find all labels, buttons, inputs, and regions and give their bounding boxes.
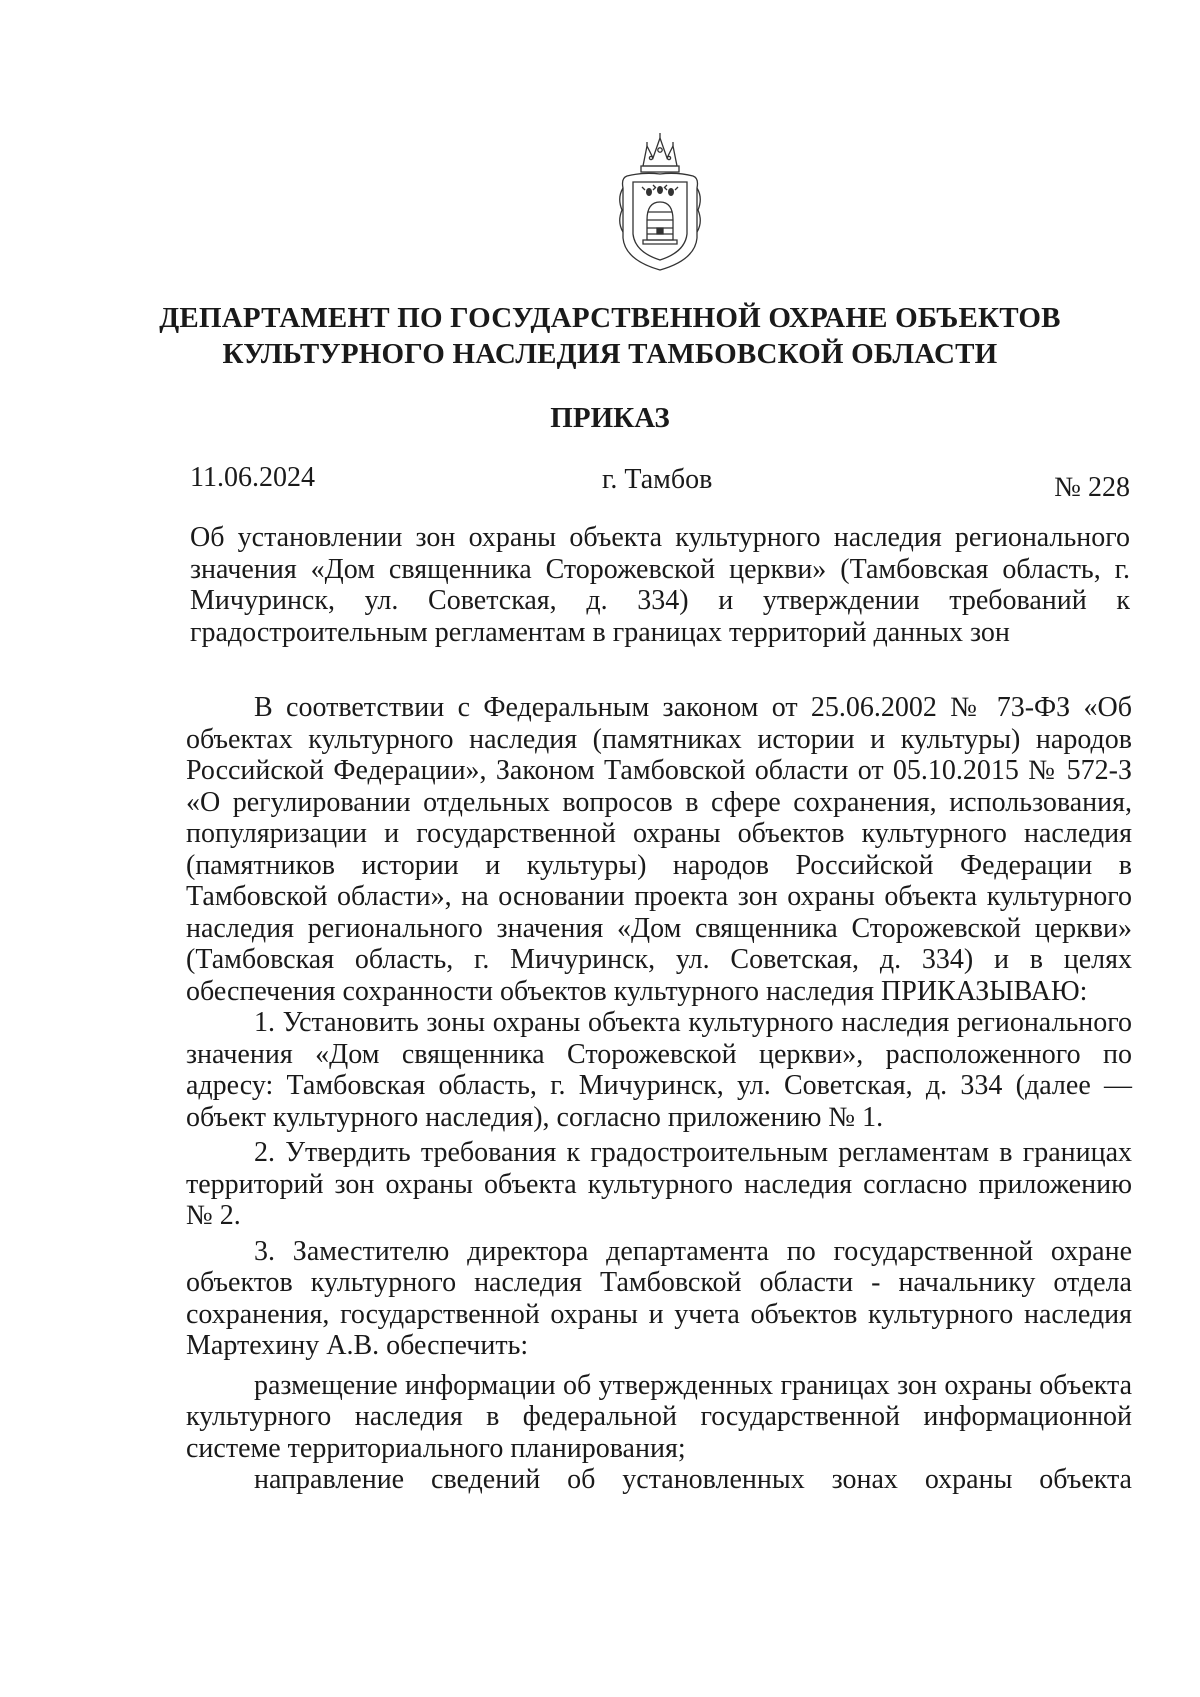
order-item-2: 2. Утвердить требования к градостроительным регламентам в границах территорий зон охраны объекта культурного наследия согласно приложению № 2. bbox=[186, 1137, 1132, 1231]
department-name bbox=[150, 300, 1070, 372]
order-subitem-1: размещение информации об утвержденных границах зон охраны объекта культурного наследия в федеральной государственной информационной системе территориального планирования; bbox=[186, 1369, 1132, 1464]
coat-of-arms-icon bbox=[617, 128, 703, 274]
order-subject: Об установлении зон охраны объекта культурного наследия регионального значения «Дом священника Сторожевской церкви» (Тамбовская область, г. Мичуринск, ул. Советская, д. 334) и утверждении требований к градостроительным регламентам в границах территорий данных зон bbox=[190, 522, 1130, 648]
department-name-line2: КУЛЬТУРНОГО НАСЛЕДИЯ ТАМБОВСКОЙ ОБЛАСТИ bbox=[222, 338, 998, 370]
order-number: № 228 bbox=[1054, 472, 1130, 503]
document-type-title: ПРИКАЗ bbox=[550, 402, 670, 434]
preamble-paragraph: В соответствии с Федеральным законом от 25.06.2002 № 73-ФЗ «Об объектах культурного наследия (памятниках истории и культуры) народов Российской Федерации», Законом Тамбовской области от 05.10.2015 № 572-З «О регулировании отдельных вопросов в сфере сохранения, использования, популяризации и государственной охраны объектов культурного наследия (памятников истории и культуры) народов Российской Федерации в Тамбовской области», на основании проекта зон охраны объекта культурного наследия регионального значения «Дом священника Сторожевской церкви» (Тамбовская область, г. Мичуринск, ул. Советская, д. 334) и в целях обеспечения сохранности объектов культурного наследия ПРИКАЗЫВАЮ: bbox=[186, 692, 1132, 1007]
order-body bbox=[186, 692, 1132, 1496]
department-name-line1: ДЕПАРТАМЕНТ ПО ГОСУДАРСТВЕННОЙ ОХРАНЕ ОБЪЕКТОВ bbox=[159, 302, 1061, 334]
order-meta-row bbox=[190, 462, 1130, 502]
order-date: 11.06.2024 bbox=[190, 462, 315, 493]
order-city: г. Тамбов bbox=[602, 464, 713, 495]
order-item-1: 1. Установить зоны охраны объекта культурного наследия регионального значения «Дом священника Сторожевской церкви», расположенного по адресу: Тамбовская область, г. Мичуринск, ул. Советская, д. 334 (далее — объект культурного наследия), согласно приложению № 1. bbox=[186, 1007, 1132, 1133]
order-item-3: 3. Заместителю директора департамента по государственной охране объектов культурного наследия Тамбовской области - начальнику отдела сохранения, государственной охраны и учета объектов культурного наследия Мартехину А.В. обеспечить: bbox=[186, 1235, 1132, 1361]
order-subitem-2: направление сведений об установленных зонах охраны объекта bbox=[254, 1464, 1132, 1495]
coat-of-arms-emblem bbox=[617, 128, 703, 274]
